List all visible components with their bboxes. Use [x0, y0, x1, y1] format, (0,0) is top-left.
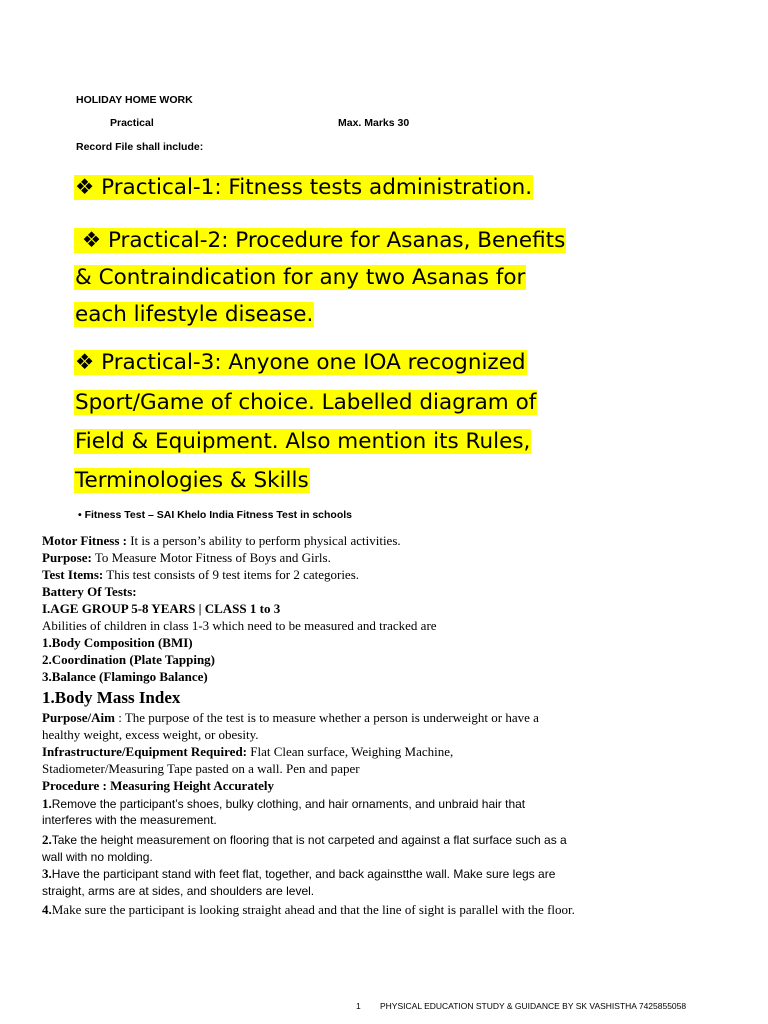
bmi-heading: 1.Body Mass Index [42, 688, 181, 707]
diamond-bullet-icon: ❖ [75, 175, 95, 200]
practical-2-line-1: ❖ Practical-2: Procedure for Asanas, Benefits [74, 222, 566, 259]
footer-credit: PHYSICAL EDUCATION STUDY & GUIDANCE BY SK VASHISTHA 7425855058 [380, 1001, 687, 1011]
list-item-coordination: 2.Coordination (Plate Tapping) [42, 652, 216, 667]
infra-line-1: Infrastructure/Equipment Required: Flat Clean surface, Weighing Machine, [42, 744, 454, 759]
list-item-bmi: 1.Body Composition (BMI) [42, 635, 193, 650]
practical-1 [74, 169, 533, 206]
step-1-line-1: 1.Remove the participant’s shoes, bulky clothing, and hair ornaments, and unbraid hair that [42, 796, 526, 811]
page-number: 1 [356, 1001, 361, 1011]
age-group-heading: I.AGE GROUP 5-8 YEARS | CLASS 1 to 3 [42, 601, 281, 616]
practical-3-line-4: Terminologies & Skills [75, 468, 309, 493]
practical-3-line-3: Field & Equipment. Also mention its Rules, [75, 429, 531, 454]
practical-2-line-2: & Contraindication for any two Asanas for [75, 265, 526, 290]
fitness-test-heading: • Fitness Test – SAI Khelo India Fitness Test in schools [78, 509, 353, 521]
step-4-line-1: 4.Make sure the participant is looking straight ahead and that the line of sight is parallel with the floor. [42, 902, 575, 917]
step-3-line-1: 3.Have the participant stand with feet flat, together, and back againstthe wall. Make sure legs are [42, 866, 556, 881]
homework-title: HOLIDAY HOME WORK [76, 94, 193, 106]
abilities-line: Abilities of children in class 1-3 which need to be measured and tracked are [42, 618, 437, 633]
practical-label: Practical [110, 117, 154, 129]
practical-2-line-3: each lifestyle disease. [75, 302, 314, 327]
practical-3-line-1: ❖ Practical-3: Anyone one IOA recognized [75, 350, 526, 375]
step-1-line-2: interferes with the measurement. [42, 813, 217, 827]
purpose-line: Purpose: To Measure Motor Fitness of Boys and Girls. [42, 550, 331, 565]
step-2-line-1: 2.Take the height measurement on flooring that is not carpeted and against a flat surface such as a [42, 832, 567, 847]
max-marks: Max. Marks 30 [338, 117, 410, 129]
step-2-line-2: wall with no molding. [42, 850, 153, 864]
diamond-bullet-icon: ❖ [81, 228, 102, 253]
list-item-balance: 3.Balance (Flamingo Balance) [42, 669, 208, 684]
test-items-line: Test Items: This test consists of 9 test items for 2 categories. [42, 567, 360, 582]
record-file-label: Record File shall include: [76, 141, 204, 153]
motor-fitness-line: Motor Fitness : It is a person’s ability to perform physical activities. [42, 533, 401, 548]
aim-line-2: healthy weight, excess weight, or obesity. [42, 727, 259, 742]
diamond-bullet-icon: ❖ [75, 350, 95, 375]
aim-line-1: Purpose/Aim : The purpose of the test is to measure whether a person is underweight or have a [42, 710, 539, 725]
infra-line-2: Stadiometer/Measuring Tape pasted on a wall. Pen and paper [42, 761, 360, 776]
battery-heading: Battery Of Tests: [42, 584, 137, 599]
step-3-line-2: straight, arms are at sides, and shoulders are level. [42, 884, 315, 898]
procedure-heading: Procedure : Measuring Height Accurately [42, 778, 275, 793]
practical-1-text: Practical-1: Fitness tests administration. [101, 175, 533, 200]
practical-3-line-2: Sport/Game of choice. Labelled diagram of [75, 390, 537, 415]
